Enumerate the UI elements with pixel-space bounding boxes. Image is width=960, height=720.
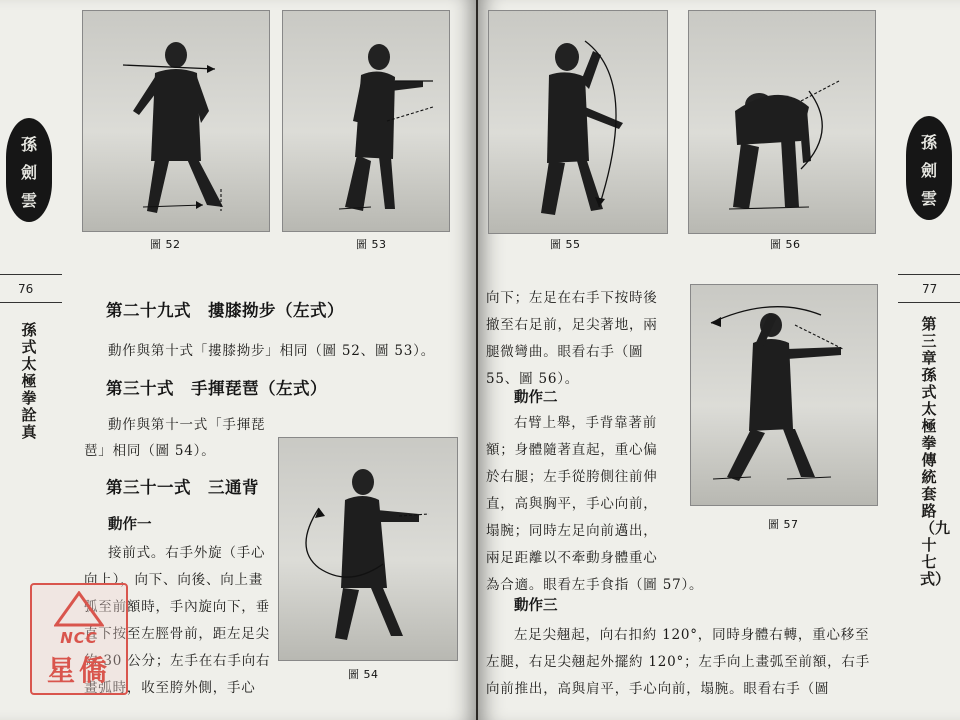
tai-chi-figure-54	[279, 438, 457, 660]
right-margin-rule-top	[898, 274, 960, 275]
section-31-subheading: 動作一	[108, 517, 152, 533]
section-31-body-line: 弧至前額時，手內旋向下，垂	[84, 599, 270, 615]
movement-3-subheading: 動作三	[514, 598, 558, 614]
seal-char: 雲	[20, 191, 37, 210]
body-line: 55、圖 56）。	[486, 371, 580, 387]
section-29-body: 動作與第十式「摟膝拗步」相同（圖 52、圖 53）。	[108, 343, 435, 359]
figure-54-caption: 圖 54	[348, 668, 379, 681]
figure-57-caption: 圖 57	[768, 518, 799, 531]
tai-chi-figure-53	[283, 11, 449, 231]
section-30-heading: 第三十式 手揮琵琶（左式）	[106, 379, 327, 398]
seal-char: 劍	[20, 163, 37, 182]
right-running-title: 第三章 孫式太極拳傳統套路（九十七式）	[920, 315, 952, 588]
tai-chi-figure-57	[691, 285, 877, 505]
figure-52-photo	[82, 10, 270, 232]
figure-55-photo	[488, 10, 668, 234]
section-31-body-line: 直下按至左脛骨前，距左足尖	[84, 626, 270, 642]
seal-char: 劍	[920, 161, 937, 180]
seal-stamp-right	[906, 116, 952, 220]
watermark-name: 星僑	[46, 654, 111, 687]
figure-56-photo	[688, 10, 876, 234]
movement-3-line: 向前推出，高與肩平，手心向前，塌腕。眼看右手（圖	[486, 681, 830, 697]
figure-54-photo	[278, 437, 458, 661]
figure-56-caption: 圖 56	[770, 238, 801, 251]
figure-57-photo	[690, 284, 878, 506]
figure-55-caption: 圖 55	[550, 238, 581, 251]
section-31-body-line: 畫弧時，收至胯外側，手心	[84, 680, 256, 696]
figure-53-photo	[282, 10, 450, 232]
right-page	[478, 0, 960, 720]
figure-53-caption: 圖 53	[356, 238, 387, 251]
section-30-body-line: 琶」相同（圖 54）。	[84, 443, 216, 459]
left-margin-rule-top	[0, 274, 62, 275]
movement-2-subheading: 動作二	[514, 390, 558, 406]
figure-52-caption: 圖 52	[150, 238, 181, 251]
tai-chi-figure-56	[689, 11, 875, 233]
movement-2-line: 額；身體隨著直起，重心偏	[486, 442, 658, 458]
left-page-number: 76	[18, 282, 34, 296]
triangle-logo-icon	[54, 591, 104, 627]
section-31-heading: 第三十一式 三通背	[106, 478, 259, 497]
right-margin-rule-bottom	[898, 302, 960, 303]
movement-3-line: 左足尖翹起，向右扣約 120°，同時身體右轉，重心移至	[514, 627, 870, 643]
body-line: 向下；左足在右手下按時後	[486, 290, 658, 306]
movement-2-line: 右臂上舉，手背靠著前	[514, 415, 657, 431]
section-31-body-line: 約 30 公分；左手在右手向右	[84, 653, 271, 669]
tai-chi-figure-52	[83, 11, 269, 231]
section-31-body-line: 向上），向下、向後、向上畫	[84, 572, 264, 588]
body-line: 腿微彎曲。眼看右手（圖	[486, 344, 644, 360]
section-30-body-line: 動作與第十一式「手揮琵	[108, 417, 266, 433]
seal-char: 孫	[20, 135, 37, 154]
body-line: 撤至右足前，足尖著地，兩	[486, 317, 658, 333]
movement-2-line: 為合適。眼看左手食指（圖 57）。	[486, 577, 704, 593]
tai-chi-figure-55	[489, 11, 667, 233]
right-margin	[898, 0, 960, 720]
publisher-watermark	[30, 583, 128, 695]
movement-2-line: 兩足距離以不牽動身體重心	[486, 550, 658, 566]
left-margin-rule-bottom	[0, 302, 62, 303]
movement-3-line: 左腿，右足尖翹起外擺約 120°；左手向上畫弧至前額，右手	[486, 654, 871, 670]
section-29-heading: 第二十九式 摟膝拗步（左式）	[106, 301, 344, 320]
seal-stamp-left	[6, 118, 52, 222]
seal-char: 雲	[920, 189, 937, 208]
movement-2-line: 於右腿；左手從胯側往前伸	[486, 469, 658, 485]
movement-2-line: 直，高與胸平，手心向前，	[486, 496, 658, 512]
movement-2-line: 塌腕；同時左足向前邁出，	[486, 523, 658, 539]
seal-char: 孫	[920, 133, 937, 152]
right-page-number: 77	[922, 282, 938, 296]
left-running-title: 孫式太極拳詮真	[21, 321, 37, 441]
section-31-body-line: 接前式。右手外旋（手心	[108, 545, 266, 561]
watermark-latin: NCC	[60, 629, 98, 647]
left-page	[0, 0, 476, 720]
